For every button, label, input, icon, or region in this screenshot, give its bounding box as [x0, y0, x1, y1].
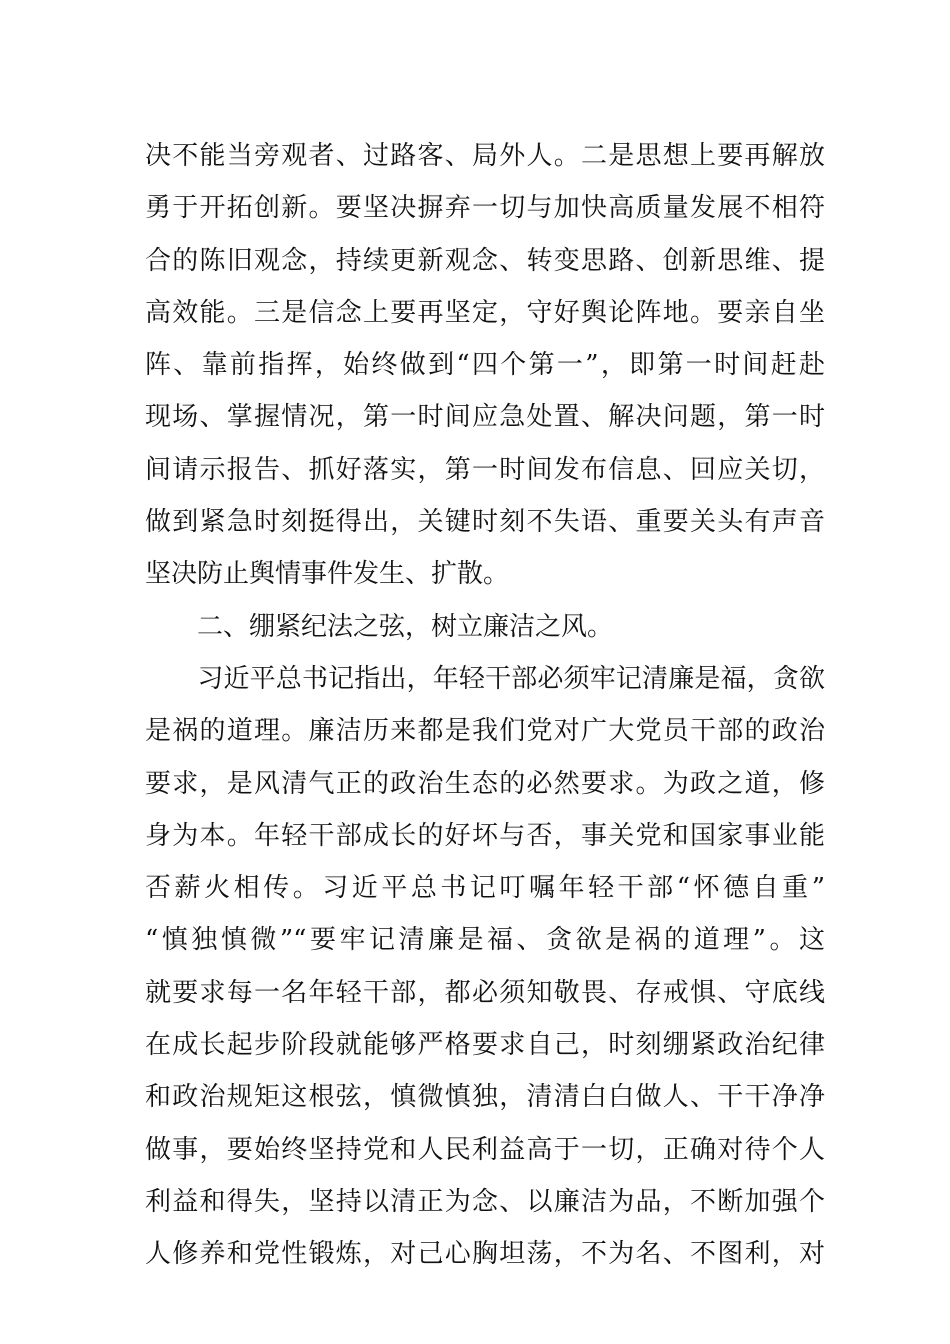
text-line-22: 人修养和党性锻炼，对己心胸坦荡，不为名、不图利，对 — [145, 1239, 825, 1270]
text-line-16: “慎独慎微”“要牢记清廉是福、贪欲是祸的道理”。这 — [145, 925, 825, 956]
text-line-21: 利益和得失，坚持以清正为念、以廉洁为品，不断加强个 — [145, 1186, 825, 1217]
text-line-9: 坚决防止舆情事件发生、扩散。 — [145, 559, 510, 590]
text-line-13: 要求，是风清气正的政治生态的必然要求。为政之道，修 — [145, 768, 825, 799]
text-line-19: 和政治规矩这根弦，慎微慎独，清清白白做人、干干净净 — [145, 1082, 825, 1113]
text-line-12: 是祸的道理。廉洁历来都是我们党对广大党员干部的政治 — [145, 716, 825, 747]
text-line-20: 做事，要始终坚持党和人民利益高于一切，正确对待个人 — [145, 1134, 825, 1165]
text-line-7: 间请示报告、抓好落实，第一时间发布信息、回应关切， — [145, 454, 825, 485]
text-line-11: 习近平总书记指出，年轻干部必须牢记清廉是福，贪欲 — [145, 663, 825, 694]
text-line-6: 现场、掌握情况，第一时间应急处置、解决问题，第一时 — [145, 402, 825, 433]
text-line-5: 阵、靠前指挥，始终做到“四个第一”，即第一时间赶赴 — [145, 350, 825, 381]
text-line-1: 决不能当旁观者、过路客、局外人。二是思想上要再解放 — [145, 141, 825, 171]
text-line-17: 就要求每一名年轻干部，都必须知敬畏、存戒惧、守底线 — [145, 977, 825, 1008]
text-line-14: 身为本。年轻干部成长的好坏与否，事关党和国家事业能 — [145, 820, 825, 851]
text-line-18: 在成长起步阶段就能够严格要求自己，时刻绷紧政治纪律 — [145, 1030, 825, 1061]
text-line-4: 高效能。三是信念上要再坚定，守好舆论阵地。要亲自坐 — [145, 297, 825, 328]
section-heading: 二、绷紧纪法之弦，树立廉洁之风。 — [145, 611, 614, 642]
text-line-15: 否薪火相传。习近平总书记叮嘱年轻干部“怀德自重” — [145, 873, 825, 904]
document-body — [145, 130, 825, 1281]
text-line-2: 勇于开拓创新。要坚决摒弃一切与加快高质量发展不相符 — [145, 193, 825, 224]
text-line-8: 做到紧急时刻挺得出，关键时刻不失语、重要关头有声音 — [145, 507, 825, 538]
text-line-3: 合的陈旧观念，持续更新观念、转变思路、创新思维、提 — [145, 245, 825, 276]
